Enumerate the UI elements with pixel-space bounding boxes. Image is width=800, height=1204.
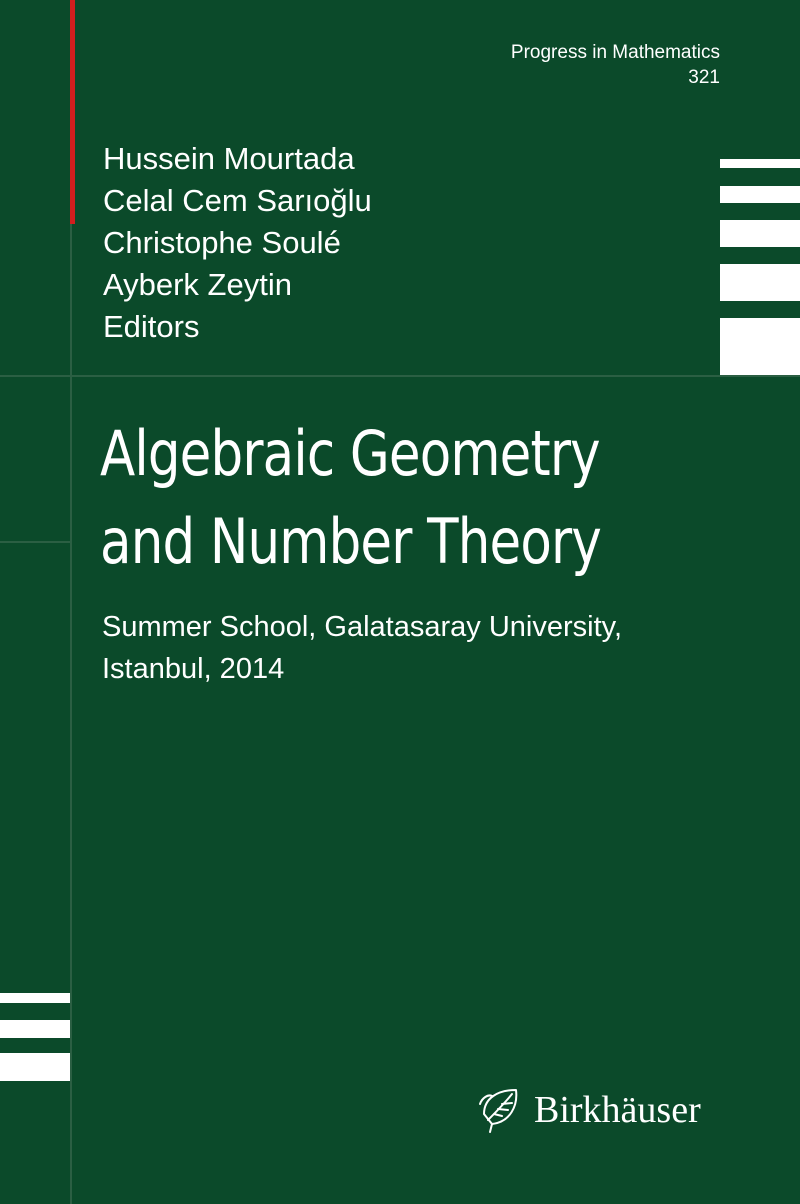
horizontal-rule <box>0 375 800 377</box>
book-subtitle <box>102 606 622 690</box>
editor-name: Hussein Mourtada <box>103 141 355 176</box>
series-name: Progress in Mathematics <box>510 42 720 63</box>
subtitle-line: Summer School, Galatasaray University, <box>102 611 623 643</box>
red-accent-bar <box>70 0 75 224</box>
stripe <box>720 264 800 301</box>
title-line: Algebraic Geometry <box>100 417 600 490</box>
editor-name: Christophe Soulé <box>103 225 341 260</box>
series-info <box>511 40 720 90</box>
series-number: 321 <box>688 67 720 88</box>
editors-block <box>103 138 372 348</box>
editors-role: Editors <box>103 309 200 344</box>
book-title <box>100 410 673 586</box>
title-line: and Number Theory <box>100 505 601 578</box>
stripe <box>0 1053 70 1081</box>
leaf-logo-icon <box>478 1084 524 1136</box>
editor-name: Ayberk Zeytin <box>103 267 292 302</box>
stripe <box>720 318 800 375</box>
stripe <box>720 186 800 203</box>
subtitle-line: Istanbul, 2014 <box>102 653 285 685</box>
publisher <box>478 1082 701 1138</box>
stripe <box>0 993 70 1003</box>
stripe <box>720 159 800 168</box>
publisher-name: Birkhäuser <box>534 1089 701 1131</box>
short-horizontal-rule <box>0 541 72 543</box>
stripe <box>0 1020 70 1038</box>
editor-name: Celal Cem Sarıoğlu <box>103 183 372 218</box>
stripe <box>720 220 800 247</box>
